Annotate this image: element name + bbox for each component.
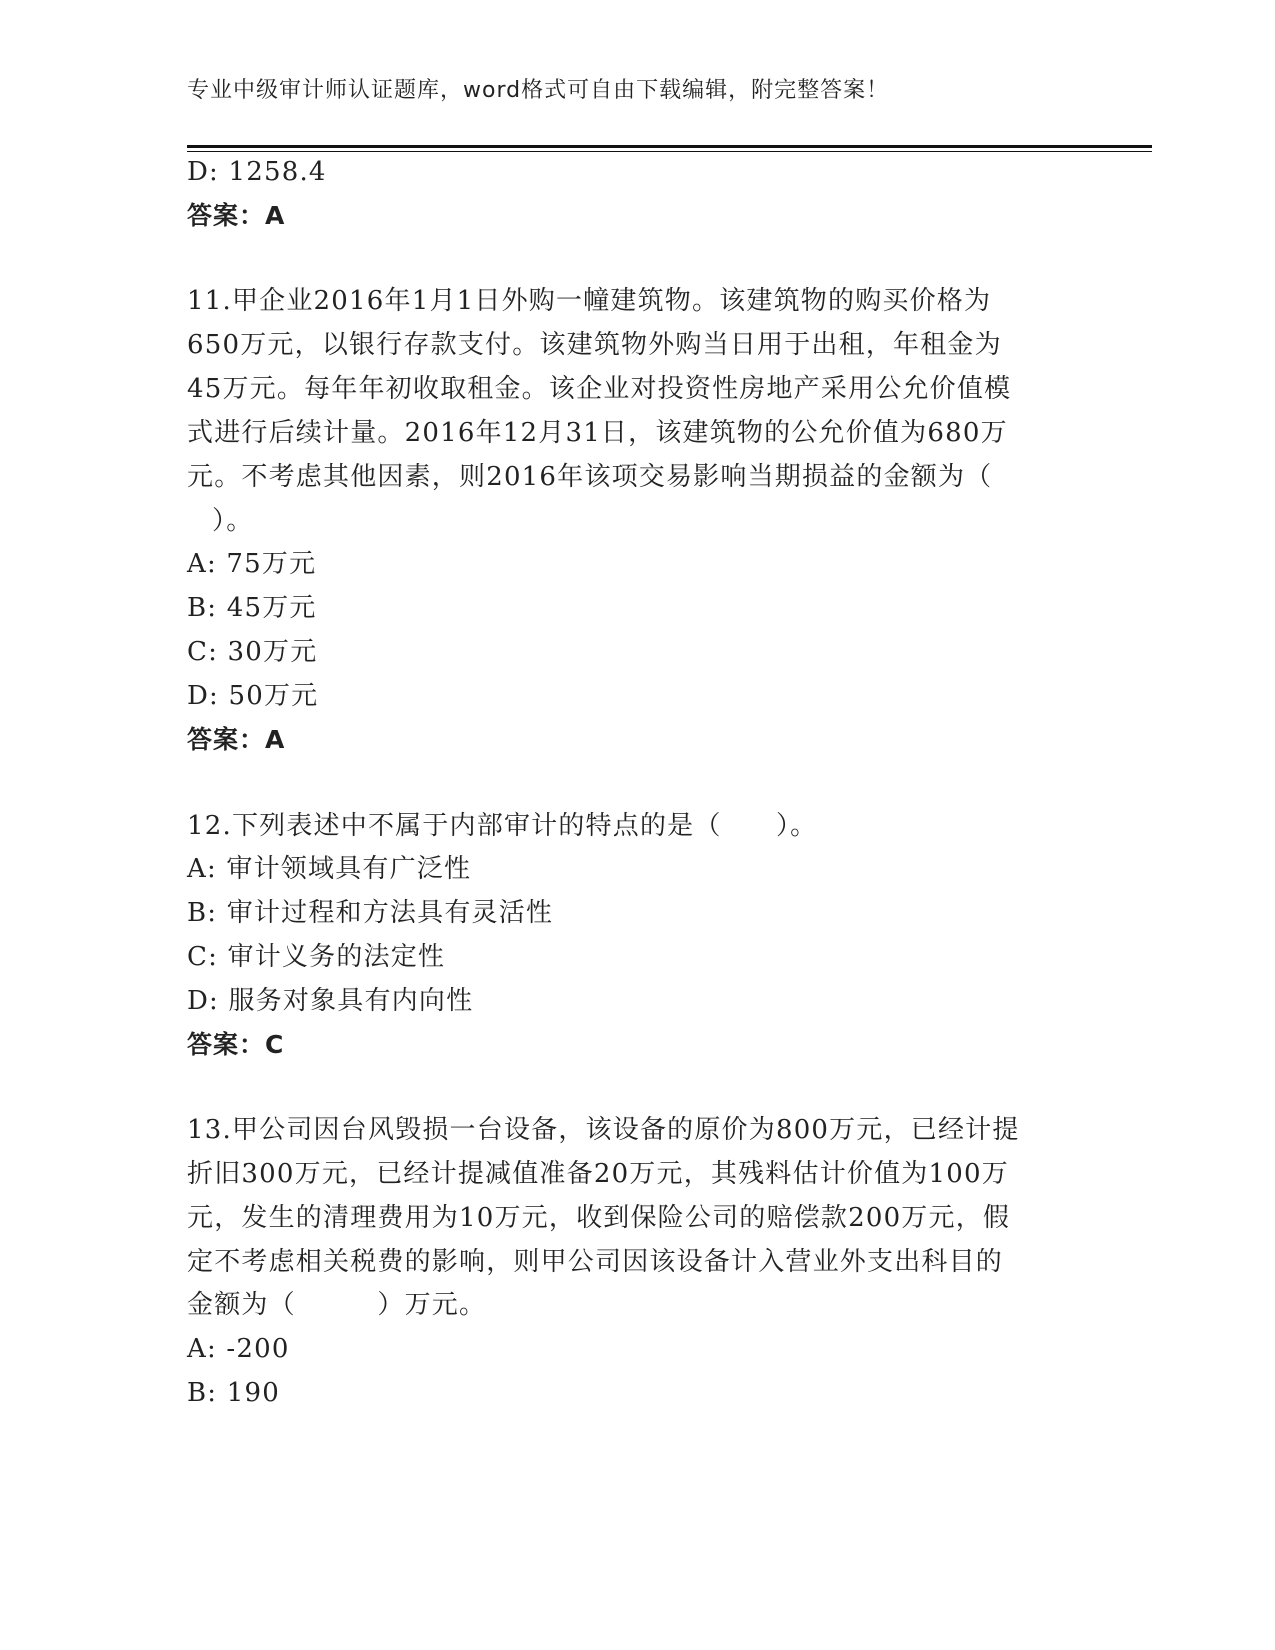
q11-stem-line-1: 11.甲企业2016年1月1日外购一幢建筑物。该建筑物的购买价格为: [187, 286, 992, 316]
q12-option-b: B: 审计过程和方法具有灵活性: [187, 898, 554, 928]
prev-option-d: D: 1258.4: [187, 157, 327, 187]
q13-stem-line-2: 折旧300万元，已经计提减值准备20万元，其残料估计价值为100万: [187, 1159, 1009, 1189]
q12-stem-line-1: 12.下列表述中不属于内部审计的特点的是（ ）。: [187, 811, 818, 841]
q11-answer: 答案：A: [187, 725, 286, 754]
q11-option-d: D: 50万元: [187, 681, 319, 711]
page-header: 专业中级审计师认证题库，word格式可自由下载编辑，附完整答案！: [187, 78, 890, 103]
q12-option-c: C: 审计义务的法定性: [187, 942, 446, 972]
header-rule-thick: [187, 145, 1152, 148]
q11-stem-line-3: 45万元。每年年初收取租金。该企业对投资性房地产采用公允价值模: [187, 374, 1012, 404]
q12-answer: 答案：C: [187, 1030, 285, 1059]
q12-option-d: D: 服务对象具有内向性: [187, 986, 474, 1016]
prev-answer: 答案：A: [187, 201, 286, 230]
q13-stem-line-4: 定不考虑相关税费的影响，则甲公司因该设备计入营业外支出科目的: [187, 1247, 1004, 1277]
q11-stem-line-4: 式进行后续计量。2016年12月31日，该建筑物的公允价值为680万: [187, 418, 1008, 448]
q13-option-b: B: 190: [187, 1378, 280, 1408]
q13-stem-line-3: 元，发生的清理费用为10万元，收到保险公司的赔偿款200万元，假: [187, 1203, 1011, 1233]
q11-option-b: B: 45万元: [187, 593, 317, 623]
q11-option-a: A: 75万元: [187, 549, 317, 579]
q11-stem-line-5: 元。不考虑其他因素，则2016年该项交易影响当期损益的金额为（: [187, 462, 993, 492]
q13-stem-line-1: 13.甲公司因台风毁损一台设备，该设备的原价为800万元，已经计提: [187, 1115, 1020, 1145]
q11-option-c: C: 30万元: [187, 637, 318, 667]
q12-option-a: A: 审计领域具有广泛性: [187, 854, 472, 884]
header-rule-thin: [187, 151, 1152, 152]
q11-stem-line-2: 650万元，以银行存款支付。该建筑物外购当日用于出租，年租金为: [187, 330, 1002, 360]
q11-stem-line-6: ）。: [212, 506, 254, 536]
q13-stem-line-5: 金额为（ ）万元。: [187, 1290, 487, 1320]
q13-option-a: A: -200: [187, 1334, 290, 1364]
